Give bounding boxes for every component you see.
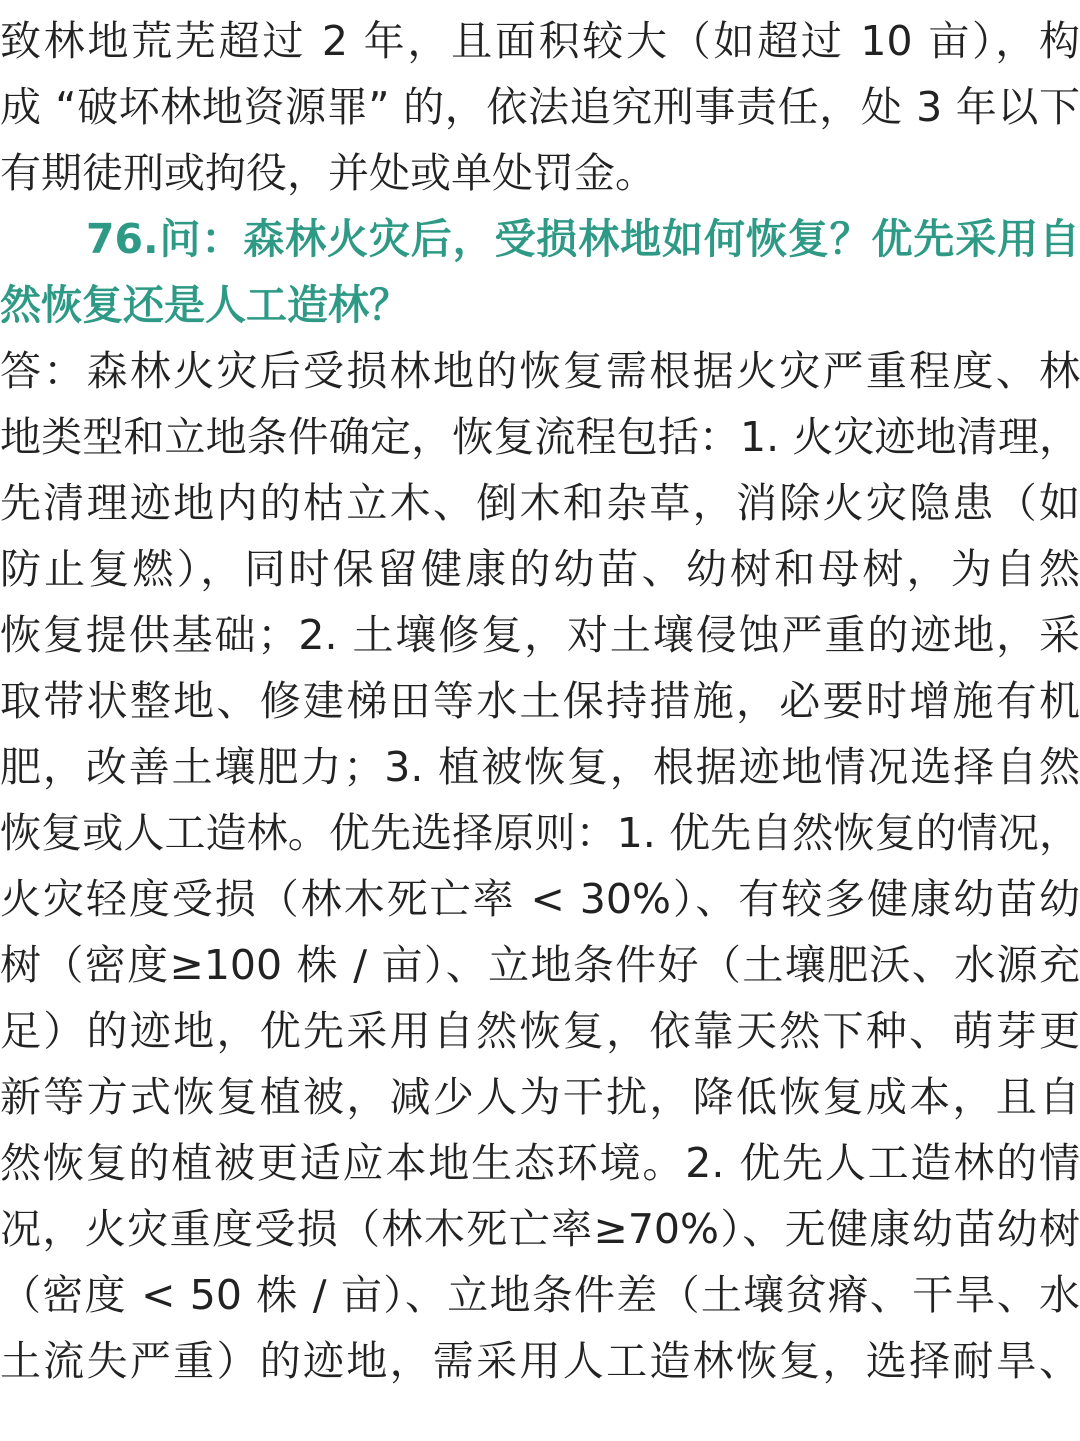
answer-line-7: 肥，改善土壤肥力；3. 植被恢复，根据迹地情况选择自然	[0, 743, 1080, 791]
question-line-1: 76.问：森林火灾后，受损林地如何恢复？优先采用自	[86, 215, 1080, 263]
answer-line-6: 取带状整地、修建梯田等水土保持措施，必要时增施有机	[0, 677, 1080, 725]
answer-line-16: 土流失严重）的迹地，需采用人工造林恢复，选择耐旱、	[0, 1337, 1080, 1385]
answer-line-12: 新等方式恢复植被，减少人为干扰，降低恢复成本，且自	[0, 1073, 1080, 1121]
answer-line-13: 然恢复的植被更适应本地生态环境。2. 优先人工造林的情	[0, 1139, 1080, 1187]
answer-line-3: 先清理迹地内的枯立木、倒木和杂草，消除火灾隐患（如	[0, 479, 1080, 527]
answer-line-8: 恢复或人工造林。优先选择原则：1. 优先自然恢复的情况，	[0, 809, 1080, 857]
answer-line-10: 树（密度≥100 株 / 亩）、立地条件好（土壤肥沃、水源充	[0, 941, 1080, 989]
answer-line-11: 足）的迹地，优先采用自然恢复，依靠天然下种、萌芽更	[0, 1007, 1080, 1055]
intro-line-3: 有期徒刑或拘役，并处或单处罚金。	[0, 149, 656, 197]
intro-line-2: 成 “破坏林地资源罪” 的，依法追究刑事责任，处 3 年以下	[0, 83, 1080, 131]
answer-line-9: 火灾轻度受损（林木死亡率 < 30%）、有较多健康幼苗幼	[0, 875, 1080, 923]
answer-line-2: 地类型和立地条件确定，恢复流程包括：1. 火灾迹地清理，	[0, 413, 1080, 461]
answer-line-4: 防止复燃），同时保留健康的幼苗、幼树和母树，为自然	[0, 545, 1080, 593]
answer-line-5: 恢复提供基础；2. 土壤修复，对土壤侵蚀严重的迹地，采	[0, 611, 1080, 659]
question-line-2: 然恢复还是人工造林？	[0, 281, 410, 329]
answer-line-15: （密度 < 50 株 / 亩）、立地条件差（土壤贫瘠、干旱、水	[0, 1271, 1080, 1319]
answer-line-1: 答：森林火灾后受损林地的恢复需根据火灾严重程度、林	[0, 347, 1080, 395]
answer-line-14: 况，火灾重度受损（林木死亡率≥70%）、无健康幼苗幼树	[0, 1205, 1080, 1253]
intro-line-1: 致林地荒芜超过 2 年，且面积较大（如超过 10 亩），构	[0, 17, 1080, 65]
